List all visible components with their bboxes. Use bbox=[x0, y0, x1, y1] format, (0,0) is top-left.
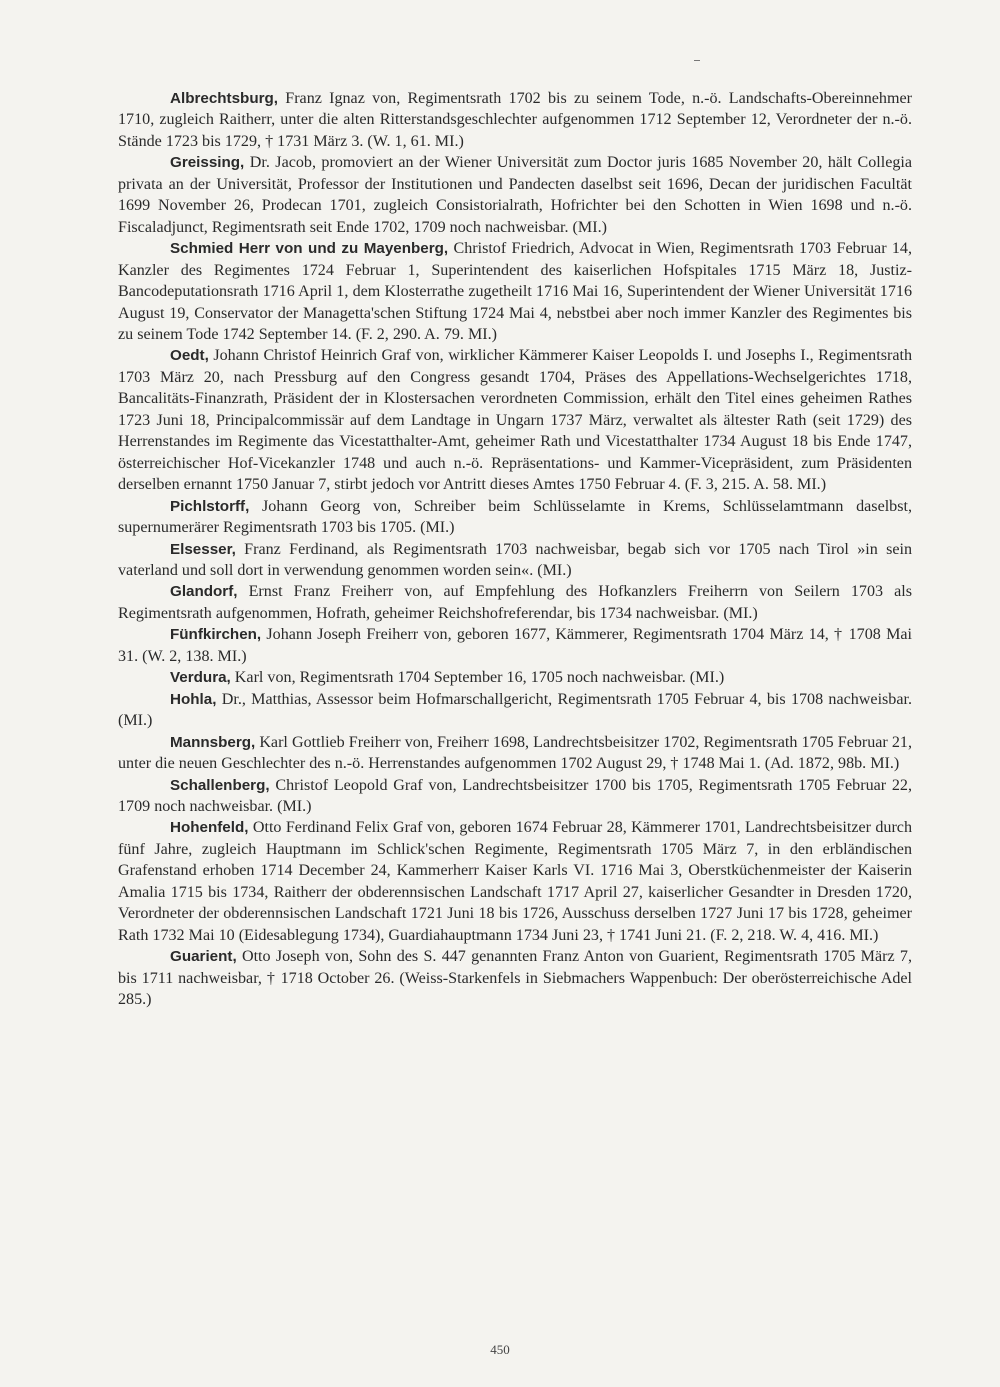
entry-name: Glandorf, bbox=[170, 583, 238, 601]
entry-name: Schallenberg, bbox=[170, 776, 270, 794]
entry-text: Johann Georg von, Schreiber beim Schlüsselamte in Krems, Schlüsselamtmann daselbst, supernumerärer Regimentsrath 1703 bis 1705. (MI.) bbox=[118, 497, 912, 537]
entry-verdura bbox=[118, 667, 912, 688]
entry-text: Franz Ferdinand, als Regimentsrath 1703 nachweisbar, begab sich vor 1705 nach Tirol »in sein vaterland und soll dort in verwendung genommen worden sein«. (MI.) bbox=[118, 540, 912, 579]
entry-text: Dr., Matthias, Assessor beim Hofmarschallgericht, Regimentsrath 1705 Februar 4, bis 1708 nachweisbar. (MI.) bbox=[118, 690, 912, 730]
entry-guarient bbox=[118, 946, 912, 1010]
entry-schmied bbox=[118, 238, 912, 345]
entry-name: Mannsberg, bbox=[170, 733, 256, 751]
entry-text: Dr. Jacob, promoviert an der Wiener Universität zum Doctor juris 1685 November 20, hält Collegia privata an der Universität, Professor der Institutionen und Pandecten daselbst seit 1696, Decan der juridischen Facultät 1699 November 26, Prodecan 1701, zugleich Consistorialrath, Hofrichter bei den Schotten in Wien 1698 und n.-ö. Fiscaladjunct, Regimentsrath seit Ende 1702, 1709 noch nachweisbar. (MI.) bbox=[118, 154, 912, 236]
entry-text: Johann Christof Heinrich Graf von, wirklicher Kämmerer Kaiser Leopolds I. und Josephs I., Regimentsrath 1703 März 20, nach Pressburg auf den Congress gesandt 1704, Präses des Appellations-Wechselgerichtes 1718, Bancalitäts-Finanzrath, Präsident der in Klostersachen verordneten Commission, erhält den Titel eines geheimen Rathes 1723 Juni 18, Principalcommissär auf dem Landtage in Ungarn 1737 März, verwaltet als ältester Rath (seit 1729) des Herrenstandes im Regimente das Vicestatthalter-Amt, geheimer Rath und Vicestatthalter 1734 August 18 bis Ende 1747, österreichischer Hof-Vicekanzler 1748 und auch n.-ö. Repräsentations- und Kammer-Vicepräsident, zum Präsidenten derselben ernannt 1750 Januar 7, stirbt jedoch vor Antritt dieses Amtes 1750 Februar 4. (F. 3, 215. A. 58. MI.) bbox=[118, 347, 912, 494]
print-mark bbox=[694, 60, 700, 61]
entry-text: Johann Joseph Freiherr von, geboren 1677, Kämmerer, Regimentsrath 1704 März 14, † 1708 Mai 31. (W. 2, 138. MI.) bbox=[118, 626, 912, 665]
entry-name: Schmied Herr von und zu Mayenberg, bbox=[170, 240, 449, 258]
entry-schallenberg bbox=[118, 775, 912, 818]
entry-name: Fünfkirchen, bbox=[170, 626, 262, 644]
entry-text: Otto Ferdinand Felix Graf von, geboren 1674 Februar 28, Kämmerer 1701, Landrechtsbeisitzer durch fünf Jahre, zugleich Hauptmann im Schlick'schen Regimente, Regimentsrath 1705 März 7, in den erbländischen Grafenstand erhoben 1714 December 24, Kammerherr Kaiser Karls VI. 1716 Mai 3, Oberstküchenmeister der Kaiserin Amalia 1715 bis 1734, Raitherr der obderennsischen Landschaft 1717 April 27, kaiserlicher Gesandter in Dresden 1720, Verordneter der obderennsischen Landschaft 1721 Juni 18 bis 1726, Ausschuss derselben 1727 Juni 17 bis 1728, geheimer Rath 1732 Mai 10 (Eidesablegung 1734), Guardiahauptmann 1734 Juni 23, † 1741 Juni 21. (F. 2, 218. W. 4, 416. MI.) bbox=[118, 819, 912, 944]
entry-name: Guarient, bbox=[170, 948, 237, 966]
entry-oedt bbox=[118, 345, 912, 495]
entry-name: Verdura, bbox=[170, 669, 231, 687]
entry-glandorf bbox=[118, 581, 912, 624]
entry-elsesser bbox=[118, 539, 912, 582]
entry-text: Karl von, Regimentsrath 1704 September 16, 1705 noch nachweisbar. (MI.) bbox=[230, 669, 725, 687]
entry-greissing bbox=[118, 152, 912, 238]
entry-mannsberg bbox=[118, 732, 912, 775]
entry-name: Greissing, bbox=[170, 154, 245, 172]
entry-name: Elsesser, bbox=[170, 540, 236, 558]
entry-text: Christof Friedrich, Advocat in Wien, Regimentsrath 1703 Februar 14, Kanzler des Regimentes 1724 Februar 1, Superintendent des kaiserlichen Hofspitales 1715 März 18, Justiz-Bancodeputationsrath 1716 April 1, dem Klosterrathe zugetheilt 1716 Mai 16, Superintendent der Wiener Universität 1716 August 19, Conservator der Managetta'schen Stiftung 1724 Mai 4, nebstbei aber noch immer Kanzler des Regimentes bis zu seinem Tode 1742 September 14. (F. 2, 290. A. 79. MI.) bbox=[118, 240, 912, 343]
entry-name: Hohenfeld, bbox=[170, 819, 249, 837]
entry-text: Ernst Franz Freiherr von, auf Empfehlung des Hofkanzlers Freiherrn von Seilern 1703 als Regimentsrath aufgenommen, Hofrath, geheimer Reichshofreferendar, bis 1734 nachweisbar. (MI.) bbox=[118, 583, 912, 622]
page-number: 450 bbox=[490, 1342, 510, 1357]
entry-text: Christof Leopold Graf von, Landrechtsbeisitzer 1700 bis 1705, Regimentsrath 1705 Februar 22, 1709 noch nachweisbar. (MI.) bbox=[118, 776, 912, 815]
entry-name: Oedt, bbox=[170, 347, 209, 365]
entry-hohenfeld bbox=[118, 817, 912, 946]
entry-albrechtsburg bbox=[118, 88, 912, 152]
entry-text: Franz Ignaz von, Regimentsrath 1702 bis zu seinem Tode, n.-ö. Landschafts-Obereinnehmer 1710, zugleich Raitherr, unter die alten Ritterstandsgeschlechter aufgenommen 1712 September 12, Verordneter der n.-ö. Stände 1723 bis 1729, † 1731 März 3. (W. 1, 61. MI.) bbox=[118, 90, 912, 150]
entry-name: Pichlstorff, bbox=[170, 497, 250, 515]
entry-list bbox=[118, 88, 912, 1010]
entry-hohla bbox=[118, 689, 912, 732]
entry-name: Hohla, bbox=[170, 690, 217, 708]
entry-text: Otto Joseph von, Sohn des S. 447 genannten Franz Anton von Guarient, Regimentsrath 1705 März 7, bis 1711 nachweisbar, † 1718 October 26. (Weiss-Starkenfels in Siebmachers Wappenbuch: Der oberösterreichische Adel 285.) bbox=[118, 948, 912, 1009]
entry-name: Albrechtsburg, bbox=[170, 90, 279, 107]
entry-text: Karl Gottlieb Freiherr von, Freiherr 1698, Landrechtsbeisitzer 1702, Regimentsrath 1705 Februar 21, unter die neuen Geschlechter des n.-ö. Herrenstandes aufgenommen 1702 August 29, † 1748 Mai 1. (Ad. 1872, 98b. MI.) bbox=[118, 733, 912, 773]
entry-fuenfkirchen bbox=[118, 624, 912, 667]
entry-pichlstorff bbox=[118, 496, 912, 539]
